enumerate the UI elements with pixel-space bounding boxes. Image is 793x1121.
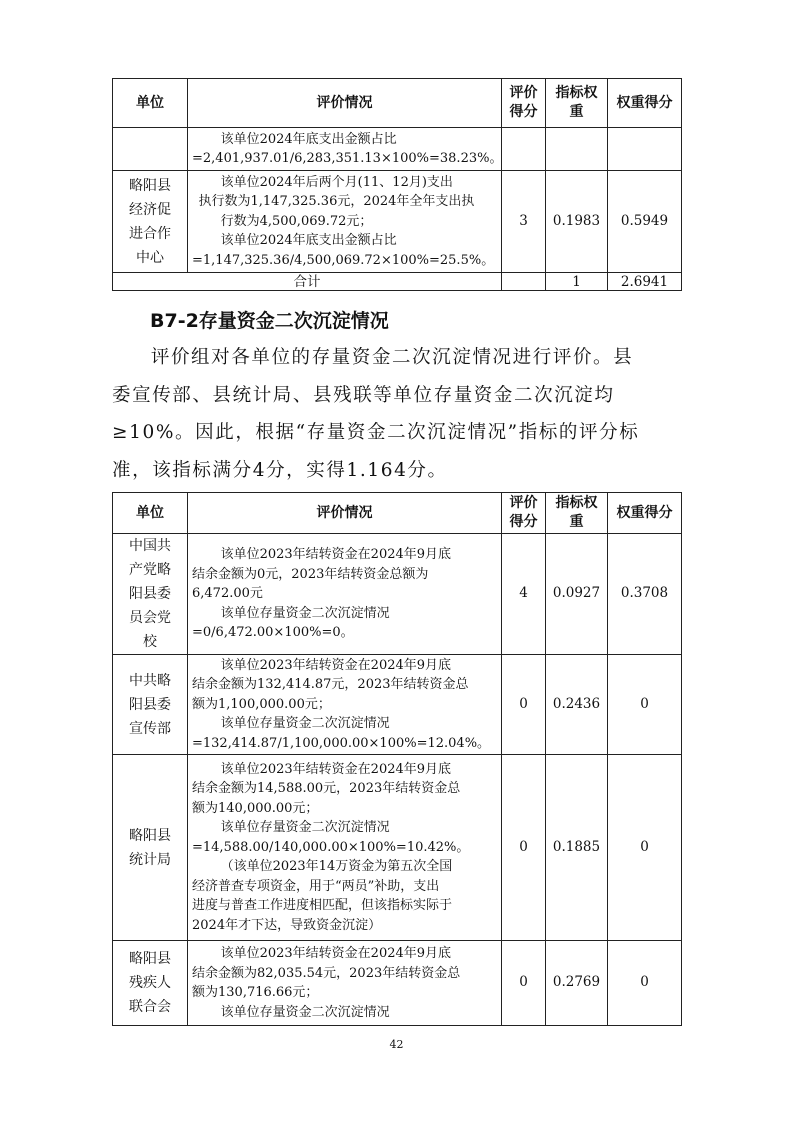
weight-cell bbox=[546, 128, 608, 171]
unit-line: 校 bbox=[143, 634, 157, 650]
desc-line: 额为140,000.00元； bbox=[192, 800, 319, 816]
total-score bbox=[502, 273, 546, 291]
desc-line: 结余金额为14,588.00元，2023年结转资金总 bbox=[192, 781, 461, 797]
desc-line: 该单位存量资金二次沉淀情况 bbox=[220, 716, 390, 732]
unit-cell bbox=[113, 534, 188, 655]
unit-line: 中心 bbox=[136, 249, 164, 266]
unit-line: 宣传部 bbox=[129, 720, 171, 737]
body-paragraph bbox=[112, 339, 682, 489]
weight-cell: 0.1885 bbox=[546, 755, 608, 941]
score-cell: 0 bbox=[502, 755, 546, 941]
total-weight: 1 bbox=[546, 273, 608, 291]
desc-cell bbox=[188, 655, 502, 755]
unit-line: 联合会 bbox=[129, 999, 171, 1015]
score-table-2 bbox=[112, 492, 682, 1026]
header-unit: 单位 bbox=[113, 493, 188, 534]
desc-line: 6,472.00元 bbox=[192, 586, 263, 602]
header-wscore: 权重得分 bbox=[608, 79, 682, 128]
wscore-cell: 0 bbox=[608, 941, 682, 1026]
header-wscore: 权重得分 bbox=[608, 493, 682, 534]
unit-line: 略阳县 bbox=[129, 827, 171, 844]
desc-line: =132,414.87/1,100,000.00×100%=12.04%。 bbox=[192, 735, 491, 751]
unit-cell bbox=[113, 755, 188, 941]
unit-cell bbox=[113, 941, 188, 1026]
score-cell: 3 bbox=[502, 171, 546, 273]
desc-cell bbox=[188, 941, 502, 1026]
desc-line: （该单位2023年14万资金为第五次全国 bbox=[220, 859, 453, 875]
desc-line: 经济普查专项资金，用于“两员”补助，支出 bbox=[192, 878, 440, 894]
header-score: 评价得分 bbox=[502, 493, 546, 534]
total-label: 合计 bbox=[113, 273, 502, 291]
header-score: 评价得分 bbox=[502, 79, 546, 128]
unit-line: 产党略 bbox=[129, 562, 171, 578]
unit-cell bbox=[113, 655, 188, 755]
score-cell bbox=[502, 128, 546, 171]
paragraph-line: ≥10%。因此，根据“存量资金二次沉淀情况”指标的评分标 bbox=[112, 422, 640, 443]
desc-line: 结余金额为0元，2023年结转资金总额为 bbox=[192, 566, 429, 582]
desc-line: 该单位2023年结转资金在2024年9月底 bbox=[220, 547, 452, 563]
wscore-cell bbox=[608, 128, 682, 171]
table-row bbox=[113, 655, 682, 755]
desc-line: 该单位存量资金二次沉淀情况 bbox=[220, 605, 390, 621]
total-wscore: 2.6941 bbox=[608, 273, 682, 291]
unit-line: 阳县委 bbox=[129, 696, 171, 713]
unit-line: 经济促 bbox=[129, 201, 171, 218]
table-row bbox=[113, 128, 682, 171]
header-weight: 指标权重 bbox=[546, 493, 608, 534]
header-desc: 评价情况 bbox=[188, 79, 502, 128]
wscore-cell: 0 bbox=[608, 655, 682, 755]
desc-line: 2024年才下达，导致资金沉淀） bbox=[192, 917, 382, 933]
unit-line: 中共略 bbox=[129, 672, 171, 689]
desc-line: =0/6,472.00×100%=0。 bbox=[192, 625, 354, 641]
desc-line: 该单位2024年底支出金额占比 bbox=[220, 233, 397, 249]
unit-cell bbox=[113, 128, 188, 171]
weight-cell: 0.2436 bbox=[546, 655, 608, 755]
table-header bbox=[113, 493, 682, 534]
desc-line: 结余金额为82,035.54元，2023年结转资金总 bbox=[192, 965, 461, 981]
desc-line: 额为130,716.66元； bbox=[192, 985, 319, 1000]
table-row bbox=[113, 534, 682, 655]
paragraph-line: 准，该指标满分4分，实得1.164分。 bbox=[112, 459, 448, 481]
wscore-cell: 0 bbox=[608, 755, 682, 941]
desc-line: 该单位2024年底支出金额占比 bbox=[220, 131, 397, 147]
score-cell: 4 bbox=[502, 534, 546, 655]
weight-cell: 0.0927 bbox=[546, 534, 608, 655]
score-cell: 0 bbox=[502, 941, 546, 1026]
unit-line: 残疾人 bbox=[129, 975, 171, 991]
unit-line: 略阳县 bbox=[129, 951, 171, 967]
desc-line: 该单位2023年结转资金在2024年9月底 bbox=[220, 761, 452, 777]
desc-line: =1,147,325.36/4,500,069.72×100%=25.5%。 bbox=[192, 252, 495, 268]
score-table-1 bbox=[112, 78, 682, 291]
desc-line: 该单位2023年结转资金在2024年9月底 bbox=[220, 657, 452, 673]
header-weight: 指标权重 bbox=[546, 79, 608, 128]
header-desc: 评价情况 bbox=[188, 493, 502, 534]
desc-cell bbox=[188, 128, 502, 171]
desc-line: 行数为4,500,069.72元； bbox=[220, 213, 373, 229]
desc-line: 执行数为1,147,325.36元，2024年全年支出执 bbox=[198, 194, 475, 210]
desc-cell bbox=[188, 534, 502, 655]
unit-cell bbox=[113, 171, 188, 273]
weight-cell: 0.1983 bbox=[546, 171, 608, 273]
total-row bbox=[113, 273, 682, 291]
desc-line: 该单位存量资金二次沉淀情况 bbox=[220, 820, 390, 836]
page-number: 42 bbox=[389, 1038, 404, 1051]
table-row bbox=[113, 941, 682, 1026]
paragraph-line: 委宣传部、县统计局、县残联等单位存量资金二次沉淀均 bbox=[112, 384, 615, 406]
desc-line: 进度与普查工作进度相匹配，但该指标实际于 bbox=[192, 898, 453, 914]
unit-line: 进合作 bbox=[129, 225, 171, 242]
desc-line: 该单位2023年结转资金在2024年9月底 bbox=[220, 946, 452, 961]
wscore-cell: 0.3708 bbox=[608, 534, 682, 655]
unit-line: 略阳县 bbox=[129, 177, 171, 194]
header-unit: 单位 bbox=[113, 79, 188, 128]
unit-line: 中国共 bbox=[129, 538, 171, 554]
unit-line: 统计局 bbox=[129, 851, 171, 868]
desc-line: 该单位2024年后两个月(11、12月)支出 bbox=[220, 174, 453, 190]
desc-line: =2,401,937.01/6,283,351.13×100%=38.23%。 bbox=[192, 151, 503, 166]
paragraph-line: 评价组对各单位的存量资金二次沉淀情况进行评价。县 bbox=[150, 347, 634, 368]
score-cell: 0 bbox=[502, 655, 546, 755]
unit-line: 阳县委 bbox=[129, 586, 171, 602]
desc-line: 结余金额为132,414.87元，2023年结转资金总 bbox=[192, 677, 469, 693]
table-row bbox=[113, 755, 682, 941]
desc-cell bbox=[188, 755, 502, 941]
desc-line: =14,588.00/140,000.00×100%=10.42%。 bbox=[192, 839, 470, 855]
wscore-cell: 0.5949 bbox=[608, 171, 682, 273]
section-title: B7-2存量资金二次沉淀情况 bbox=[150, 310, 389, 332]
weight-cell: 0.2769 bbox=[546, 941, 608, 1026]
desc-line: 该单位存量资金二次沉淀情况 bbox=[220, 1004, 390, 1020]
desc-cell bbox=[188, 171, 502, 273]
desc-line: 额为1,100,000.00元； bbox=[192, 696, 331, 712]
unit-line: 员会党 bbox=[129, 610, 171, 626]
table-row bbox=[113, 171, 682, 273]
table-header bbox=[113, 79, 682, 128]
